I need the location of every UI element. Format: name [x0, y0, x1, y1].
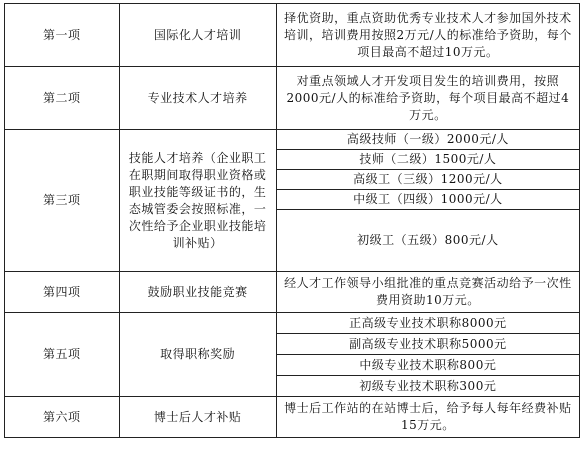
item-name: 博士后人才补贴: [119, 397, 276, 438]
sub-item: 高级技师（一级）2000元/人: [276, 130, 579, 150]
item-description: 择优资助，重点资助优秀专业技术人才参加国外技术培训，培训费用按照2万元/人的标准给予资助，每个项目最高不超过10万元。: [276, 4, 579, 67]
sub-item: 中级工（四级）1000元/人: [276, 190, 579, 210]
item-name: 国际化人才培训: [119, 4, 276, 67]
sub-item: 副高级专业技术职称5000元: [276, 334, 579, 355]
item-name: 取得职称奖励: [119, 313, 276, 397]
item-name: 鼓励职业技能竞赛: [119, 272, 276, 313]
item-name: 专业技术人才培养: [119, 67, 276, 130]
item-number: 第六项: [5, 397, 120, 438]
item-number: 第四项: [5, 272, 120, 313]
sub-item: 中级专业技术职称800元: [276, 355, 579, 376]
sub-item: 技师（二级）1500元/人: [276, 150, 579, 170]
item-description: 经人才工作领导小组批准的重点竞赛活动给予一次性费用资助10万元。: [276, 272, 579, 313]
item-number: 第三项: [5, 130, 120, 272]
sub-item: 高级工（三级）1200元/人: [276, 170, 579, 190]
table-row: [5, 130, 580, 150]
item-description: 对重点领域人才开发项目发生的培训费用，按照2000元/人的标准给予资助，每个项目最高不超过4万元。: [276, 67, 579, 130]
item-number: 第一项: [5, 4, 120, 67]
item-description: 博士后工作站的在站博士后，给予每人每年经费补贴15万元。: [276, 397, 579, 438]
table-row: [5, 313, 580, 334]
sub-item: 初级专业技术职称300元: [276, 376, 579, 397]
item-number: 第二项: [5, 67, 120, 130]
sub-item: 初级工（五级）800元/人: [276, 210, 579, 272]
table-row: [5, 67, 580, 130]
table-row: [5, 397, 580, 438]
subsidy-table: [4, 3, 580, 438]
table-row: [5, 4, 580, 67]
sub-item: 正高级专业技术职称8000元: [276, 313, 579, 334]
item-name: 技能人才培养（企业职工在职期间取得职业资格或职业技能等级证书的，生态城管委会按照标准，一次性给予企业职业技能培训补贴）: [119, 130, 276, 272]
item-number: 第五项: [5, 313, 120, 397]
table-row: [5, 272, 580, 313]
